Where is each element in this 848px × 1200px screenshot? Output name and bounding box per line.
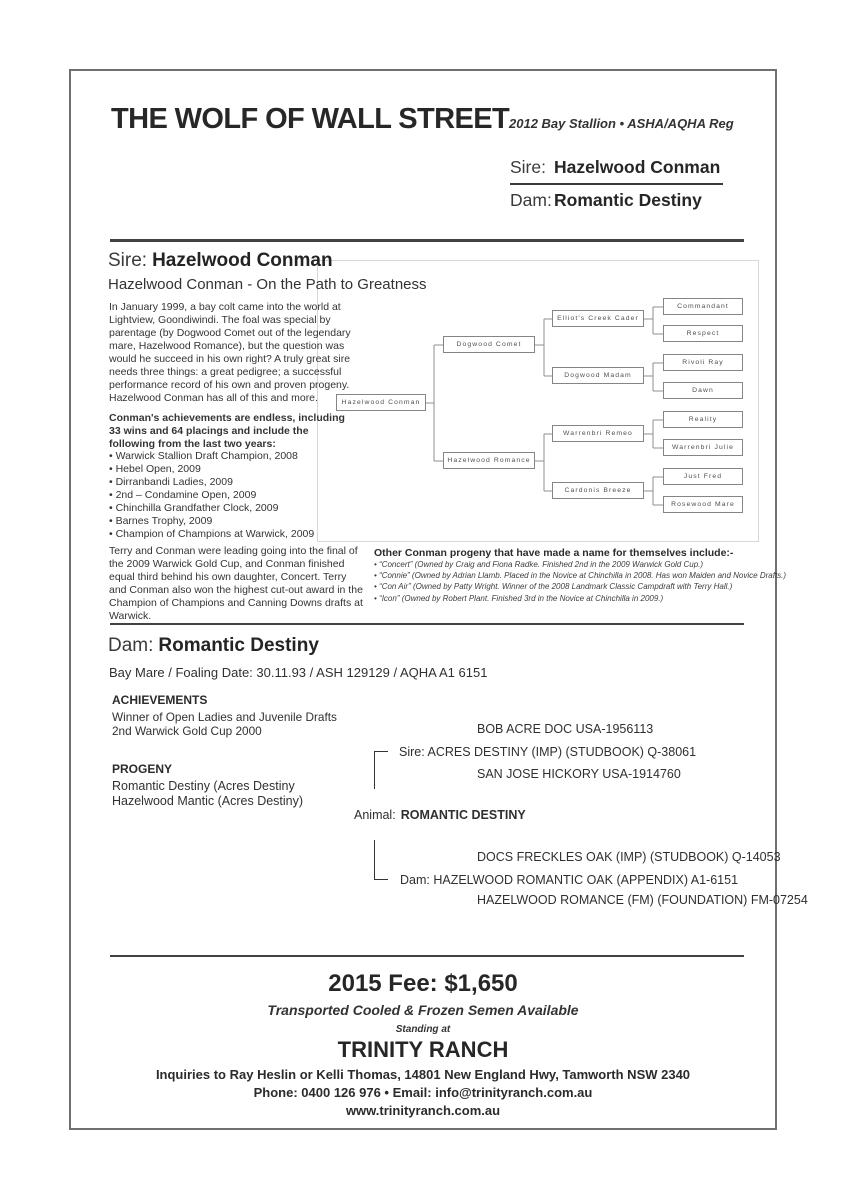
achievement-item: • 2nd – Condamine Open, 2009 (109, 489, 389, 502)
page-frame (69, 69, 808, 1130)
pedigree-bracket-dam (374, 840, 388, 880)
header-sire-label: Sire: (510, 157, 546, 177)
dam-pedigree-sire-sire: BOB ACRE DOC USA-1956113 (477, 722, 654, 736)
pedigree-box-cardonis-breeze: Cardonis Breeze (552, 482, 644, 499)
dam-pedigree-dam-dam: HAZELWOOD ROMANCE (FM) (FOUNDATION) FM-07254 (477, 893, 808, 907)
dam-heading-label: Dam: (108, 635, 154, 656)
header-dam-name: Romantic Destiny (554, 190, 702, 210)
pedigree-box-rosewood-mare: Rosewood Mare (663, 496, 743, 513)
pedigree-box-just-fred: Just Fred (663, 468, 743, 485)
pedigree-box-elliots-creek-cader: Elliot's Creek Cader (552, 310, 644, 327)
pedigree-box-warrenbri-remeo: Warrenbri Remeo (552, 425, 644, 442)
pedigree-box-dawn: Dawn (663, 382, 743, 399)
pedigree-box-dogwood-madam: Dogwood Madam (552, 367, 644, 384)
achievement-item: • Chinchilla Grandfather Clock, 2009 (109, 502, 389, 515)
website-line: www.trinityranch.com.au (345, 1103, 501, 1118)
dam-achievements-title: ACHIEVEMENTS (112, 693, 208, 707)
dam-progeny-line: Hazelwood Mantic (Acres Destiny) (112, 794, 304, 808)
other-progeny-item: • “Icon” (Owned by Robert Plant. Finished 3rd in the Novice at Chinchilla in 2009.) (374, 593, 776, 604)
dam-pedigree-animal (354, 808, 526, 822)
dam-pedigree-dam: Dam: HAZELWOOD ROMANTIC OAK (APPENDIX) A1-6151 (400, 873, 739, 887)
sire-heading-label: Sire: (108, 250, 148, 271)
pedigree-box-rivoli-ray: Rivoli Ray (663, 354, 743, 371)
ranch-name: TRINITY RANCH (337, 1037, 509, 1062)
sire-achievements-intro: Conman's achievements are endless, including 33 wins and 64 placings and include the following from the last two years: (109, 412, 345, 450)
semen-availability-line: Transported Cooled & Frozen Semen Available (267, 1002, 579, 1018)
achievement-item: • Dirranbandi Ladies, 2009 (109, 476, 389, 489)
other-progeny-item: • “Concert” (Owned by Craig and Fiona Radke. Finished 2nd in the 2009 Warwick Gold Cup.) (374, 559, 776, 570)
pedigree-box-hazelwood-romance: Hazelwood Romance (443, 452, 535, 469)
standing-at-label: Standing at (395, 1024, 451, 1035)
achievement-item: • Champion of Champions at Warwick, 2009 (109, 528, 389, 541)
pedigree-box-warrenbri-julie: Warrenbri Julie (663, 439, 743, 456)
pedigree-box-respect: Respect (663, 325, 743, 342)
dam-heading-name: Romantic Destiny (158, 635, 319, 656)
pedigree-box-reality: Reality (663, 411, 743, 428)
fee-line: 2015 Fee: $1,650 (328, 970, 518, 997)
dam-achievement-line: 2nd Warwick Gold Cup 2000 (112, 724, 262, 738)
registration-info: 2012 Bay Stallion • ASHA/AQHA Reg (509, 116, 734, 131)
header-underline (510, 183, 723, 185)
sire-heading-name: Hazelwood Conman (152, 250, 333, 271)
sire-subtitle: Hazelwood Conman - On the Path to Greatness (108, 276, 427, 293)
other-progeny-block (374, 547, 787, 604)
dam-pedigree-dam-sire: DOCS FRECKLES OAK (IMP) (STUDBOOK) Q-14053 (477, 850, 781, 864)
inquiries-line: Inquiries to Ray Heslin or Kelli Thomas, 14801 New England Hwy, Tamworth NSW 2340 (155, 1067, 691, 1082)
horse-title: THE WOLF OF WALL STREET (111, 103, 510, 135)
pedigree-box-dogwood-comet: Dogwood Comet (443, 336, 535, 353)
other-progeny-heading: Other Conman progeny that have made a name for themselves include:- (374, 547, 734, 559)
animal-name: ROMANTIC DESTINY (400, 808, 526, 822)
sire-closing-paragraph: Terry and Conman were leading going into the final of the 2009 Warwick Gold Cup, and Conman finished equal third behind his own daughter, Concert. Terry and Conman also won the highest cut-out award in the Champion of Champions and Canning Downs drafts at Warwick. (109, 545, 363, 622)
dam-progeny-line: Romantic Destiny (Acres Destiny (112, 779, 295, 793)
header-dam-row (510, 190, 702, 211)
achievement-item: • Barnes Trophy, 2009 (109, 515, 389, 528)
phone-email-line: Phone: 0400 126 976 • Email: info@trinityranch.com.au (253, 1085, 593, 1100)
pedigree-box-commandant: Commandant (663, 298, 743, 315)
other-progeny-item: • “Connie” (Owned by Adrian Llamb. Placed in the Novice at Chinchilla in 2008. Has won Maiden and Novice Drafts.) (374, 570, 776, 581)
section-divider-top (110, 239, 744, 242)
pedigree-box-hazelwood-conman: Hazelwood Conman (336, 394, 426, 411)
dam-info-line: Bay Mare / Foaling Date: 30.11.93 / ASH 129129 / AQHA A1 6151 (109, 665, 488, 680)
header-sire-name: Hazelwood Conman (554, 157, 721, 177)
sire-section-heading (108, 250, 333, 272)
animal-label: Animal: (354, 808, 396, 822)
header-sire-row (510, 157, 720, 178)
dam-section-heading (108, 635, 319, 657)
achievement-item: • Warwick Stallion Draft Champion, 2008 (109, 450, 389, 463)
dam-progeny-title: PROGENY (112, 762, 173, 776)
dam-pedigree-sire-dam: SAN JOSE HICKORY USA-1914760 (477, 767, 681, 781)
section-divider-footer (110, 955, 744, 957)
header-dam-label: Dam: (510, 190, 552, 210)
achievement-item: • Hebel Open, 2009 (109, 463, 389, 476)
other-progeny-item: • “Con Air” (Owned by Patty Wright. Winner of the 2008 Landmark Classic Campdraft with Terry Hall.) (374, 581, 776, 592)
dam-achievement-line: Winner of Open Ladies and Juvenile Drafts (112, 710, 337, 724)
dam-pedigree-sire: Sire: ACRES DESTINY (IMP) (STUDBOOK) Q-38061 (399, 745, 697, 759)
sire-intro-paragraph: In January 1999, a bay colt came into the world at Lightview, Goondiwindi. The foal was special by parentage (by Dogwood Comet out of the legendary mare, Hazelwood Romance), but the question was would he succeed in his own right? A truly great sire needs three things: a great pedigree; a successful performance record of his own and proven progeny. Hazelwood Conman has all of this and more. (109, 301, 351, 404)
pedigree-bracket-sire (374, 751, 388, 789)
section-divider-dam (110, 623, 744, 625)
sire-achievements-list (109, 450, 389, 541)
